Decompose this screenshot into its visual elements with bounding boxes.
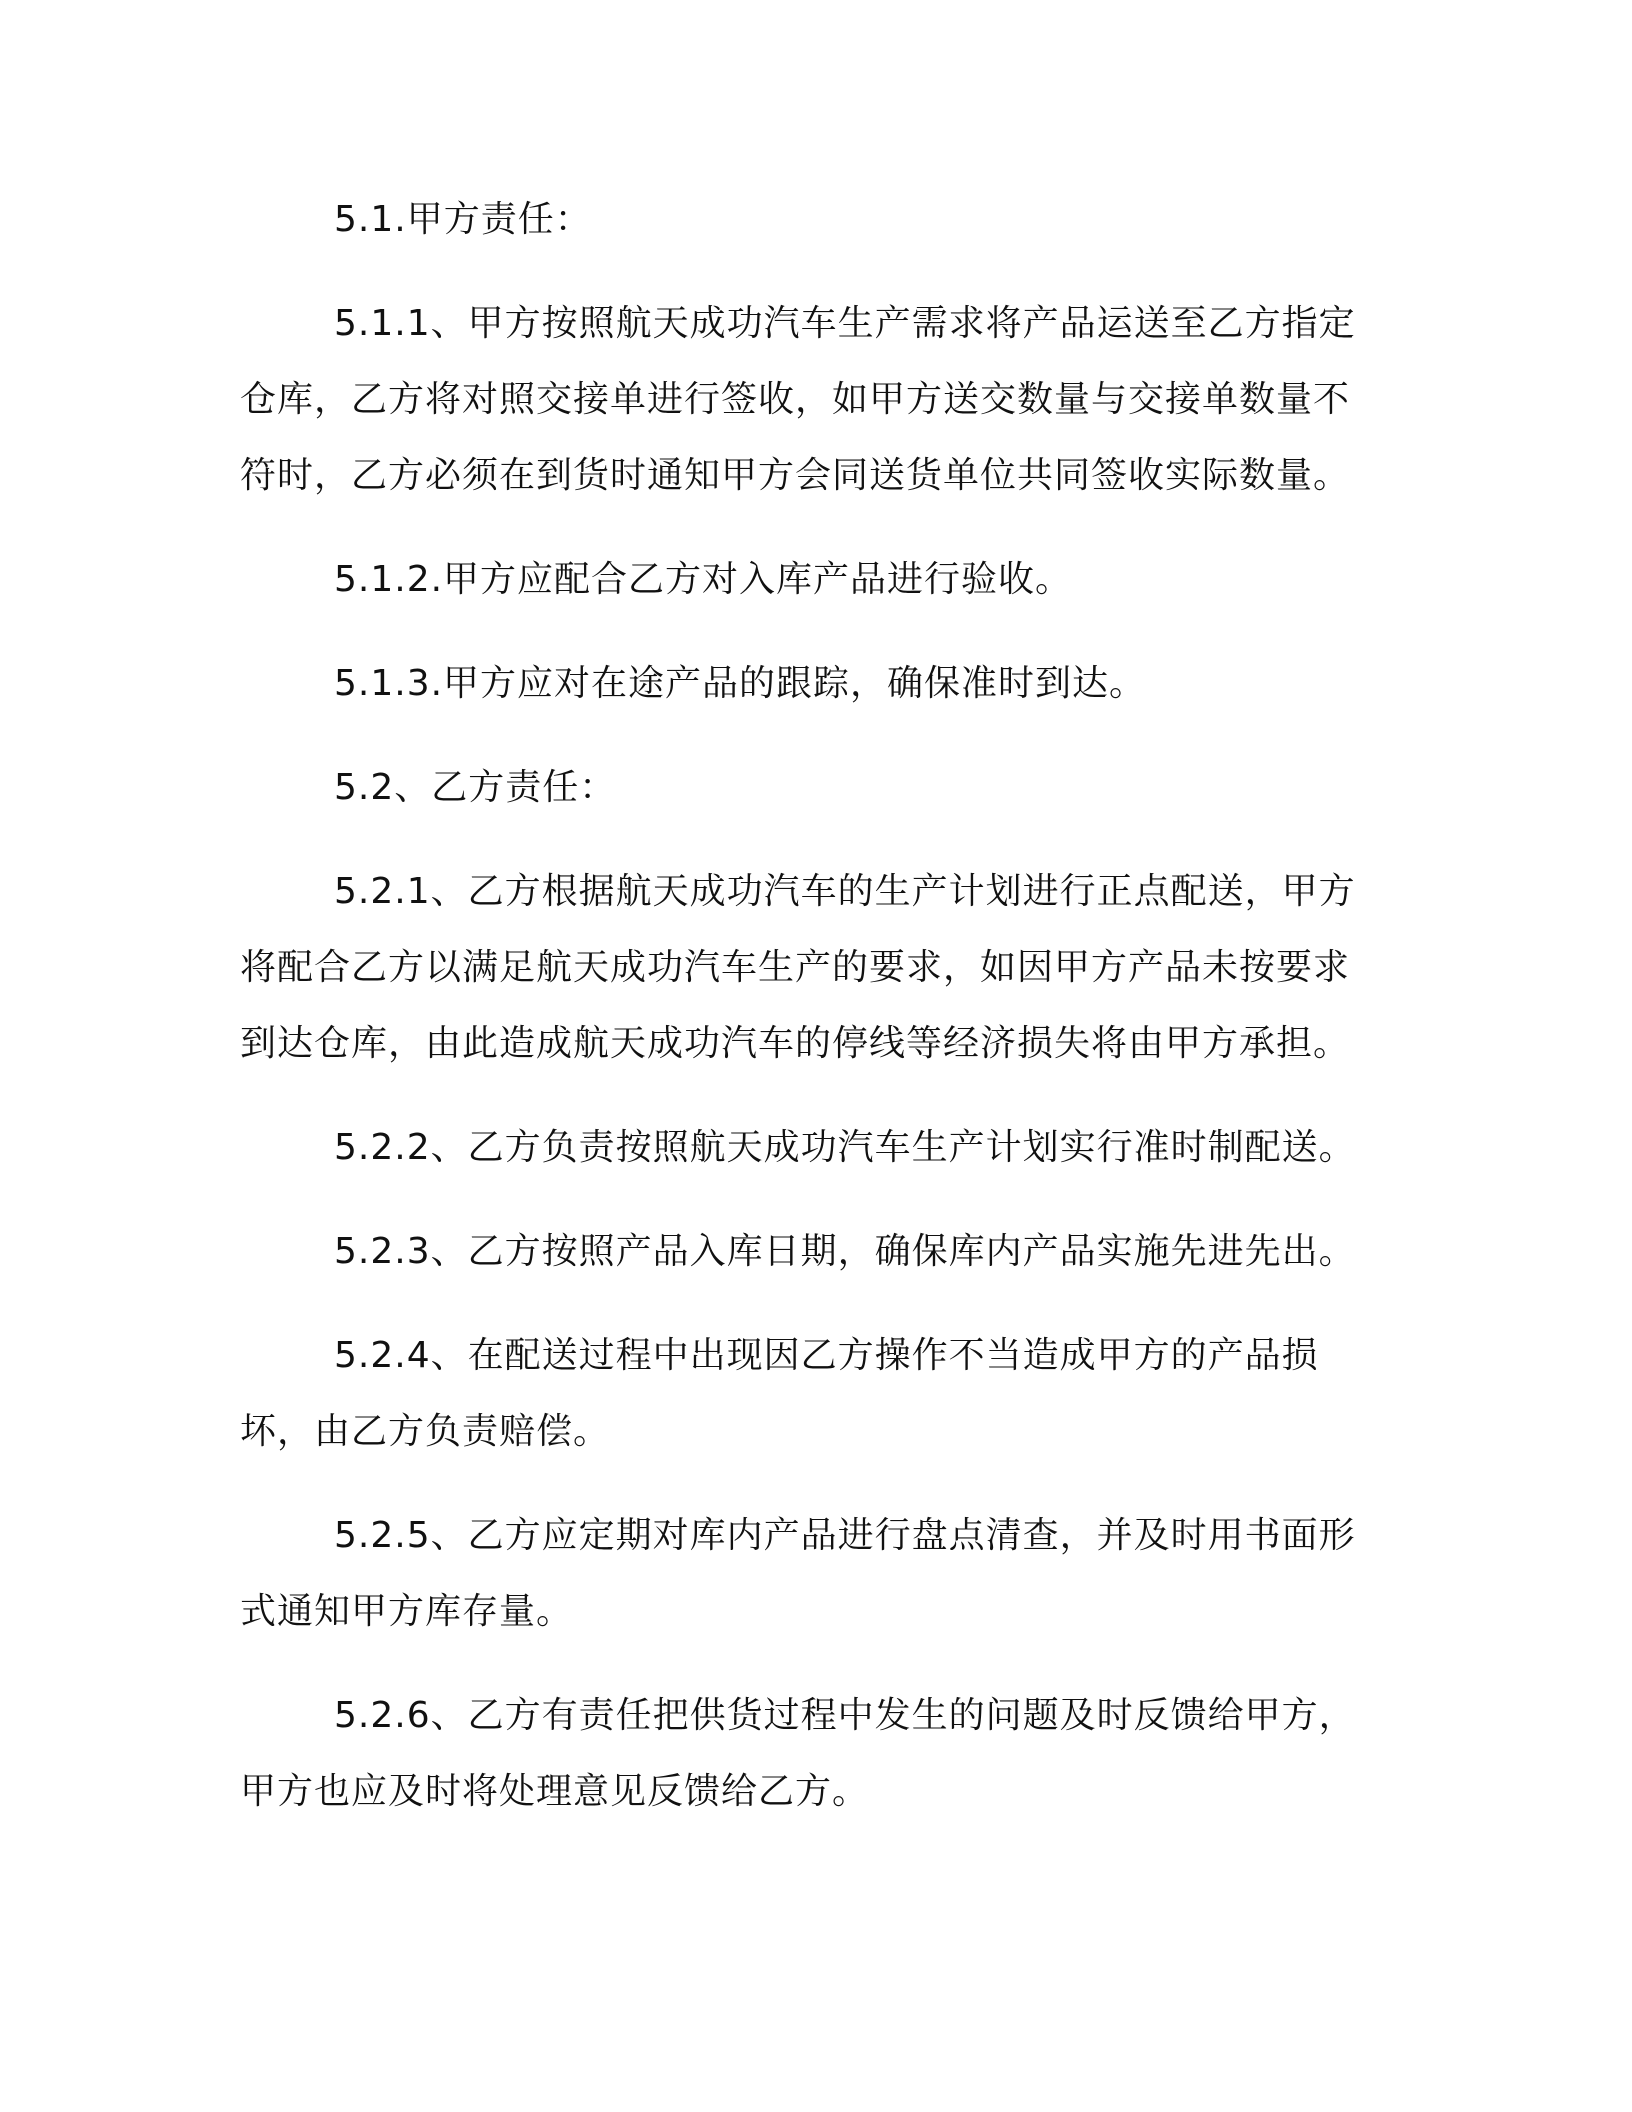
clause-5-1-3: 5.1.3.甲方应对在途产品的跟踪，确保准时到达。	[334, 663, 1147, 704]
clause-5-2-3: 5.2.3、乙方按照产品入库日期，确保库内产品实施先进先出。	[334, 1231, 1356, 1272]
clause-5-1-1: 5.1.1、甲方按照航天成功汽车生产需求将产品运送至乙方指定仓库，乙方将对照交接单进行签收，如甲方送交数量与交接单数量不符时，乙方必须在到货时通知甲方会同送货单位共同签收实际数量。	[240, 303, 1356, 496]
clause-5-2-6: 5.2.6、乙方有责任把供货过程中发生的问题及时反馈给甲方，甲方也应及时将处理意见反馈给乙方。	[240, 1695, 1356, 1812]
document-body	[240, 182, 1380, 1858]
clause-5-2-1: 5.2.1、乙方根据航天成功汽车的生产计划进行正点配送，甲方将配合乙方以满足航天成功汽车生产的要求，如因甲方产品未按要求到达仓库，由此造成航天成功汽车的停线等经济损失将由甲方承担。	[240, 871, 1356, 1064]
clause-5-2-5: 5.2.5、乙方应定期对库内产品进行盘点清查，并及时用书面形式通知甲方库存量。	[240, 1515, 1356, 1632]
heading-party-b-responsibilities: 5.2、乙方责任：	[334, 767, 617, 808]
clause-5-2-2: 5.2.2、乙方负责按照航天成功汽车生产计划实行准时制配送。	[334, 1127, 1356, 1168]
clause-5-1-2: 5.1.2.甲方应配合乙方对入库产品进行验收。	[334, 559, 1073, 600]
heading-party-a-responsibilities: 5.1.甲方责任：	[334, 199, 592, 240]
clause-5-2-4: 5.2.4、在配送过程中出现因乙方操作不当造成甲方的产品损坏，由乙方负责赔偿。	[240, 1335, 1319, 1452]
